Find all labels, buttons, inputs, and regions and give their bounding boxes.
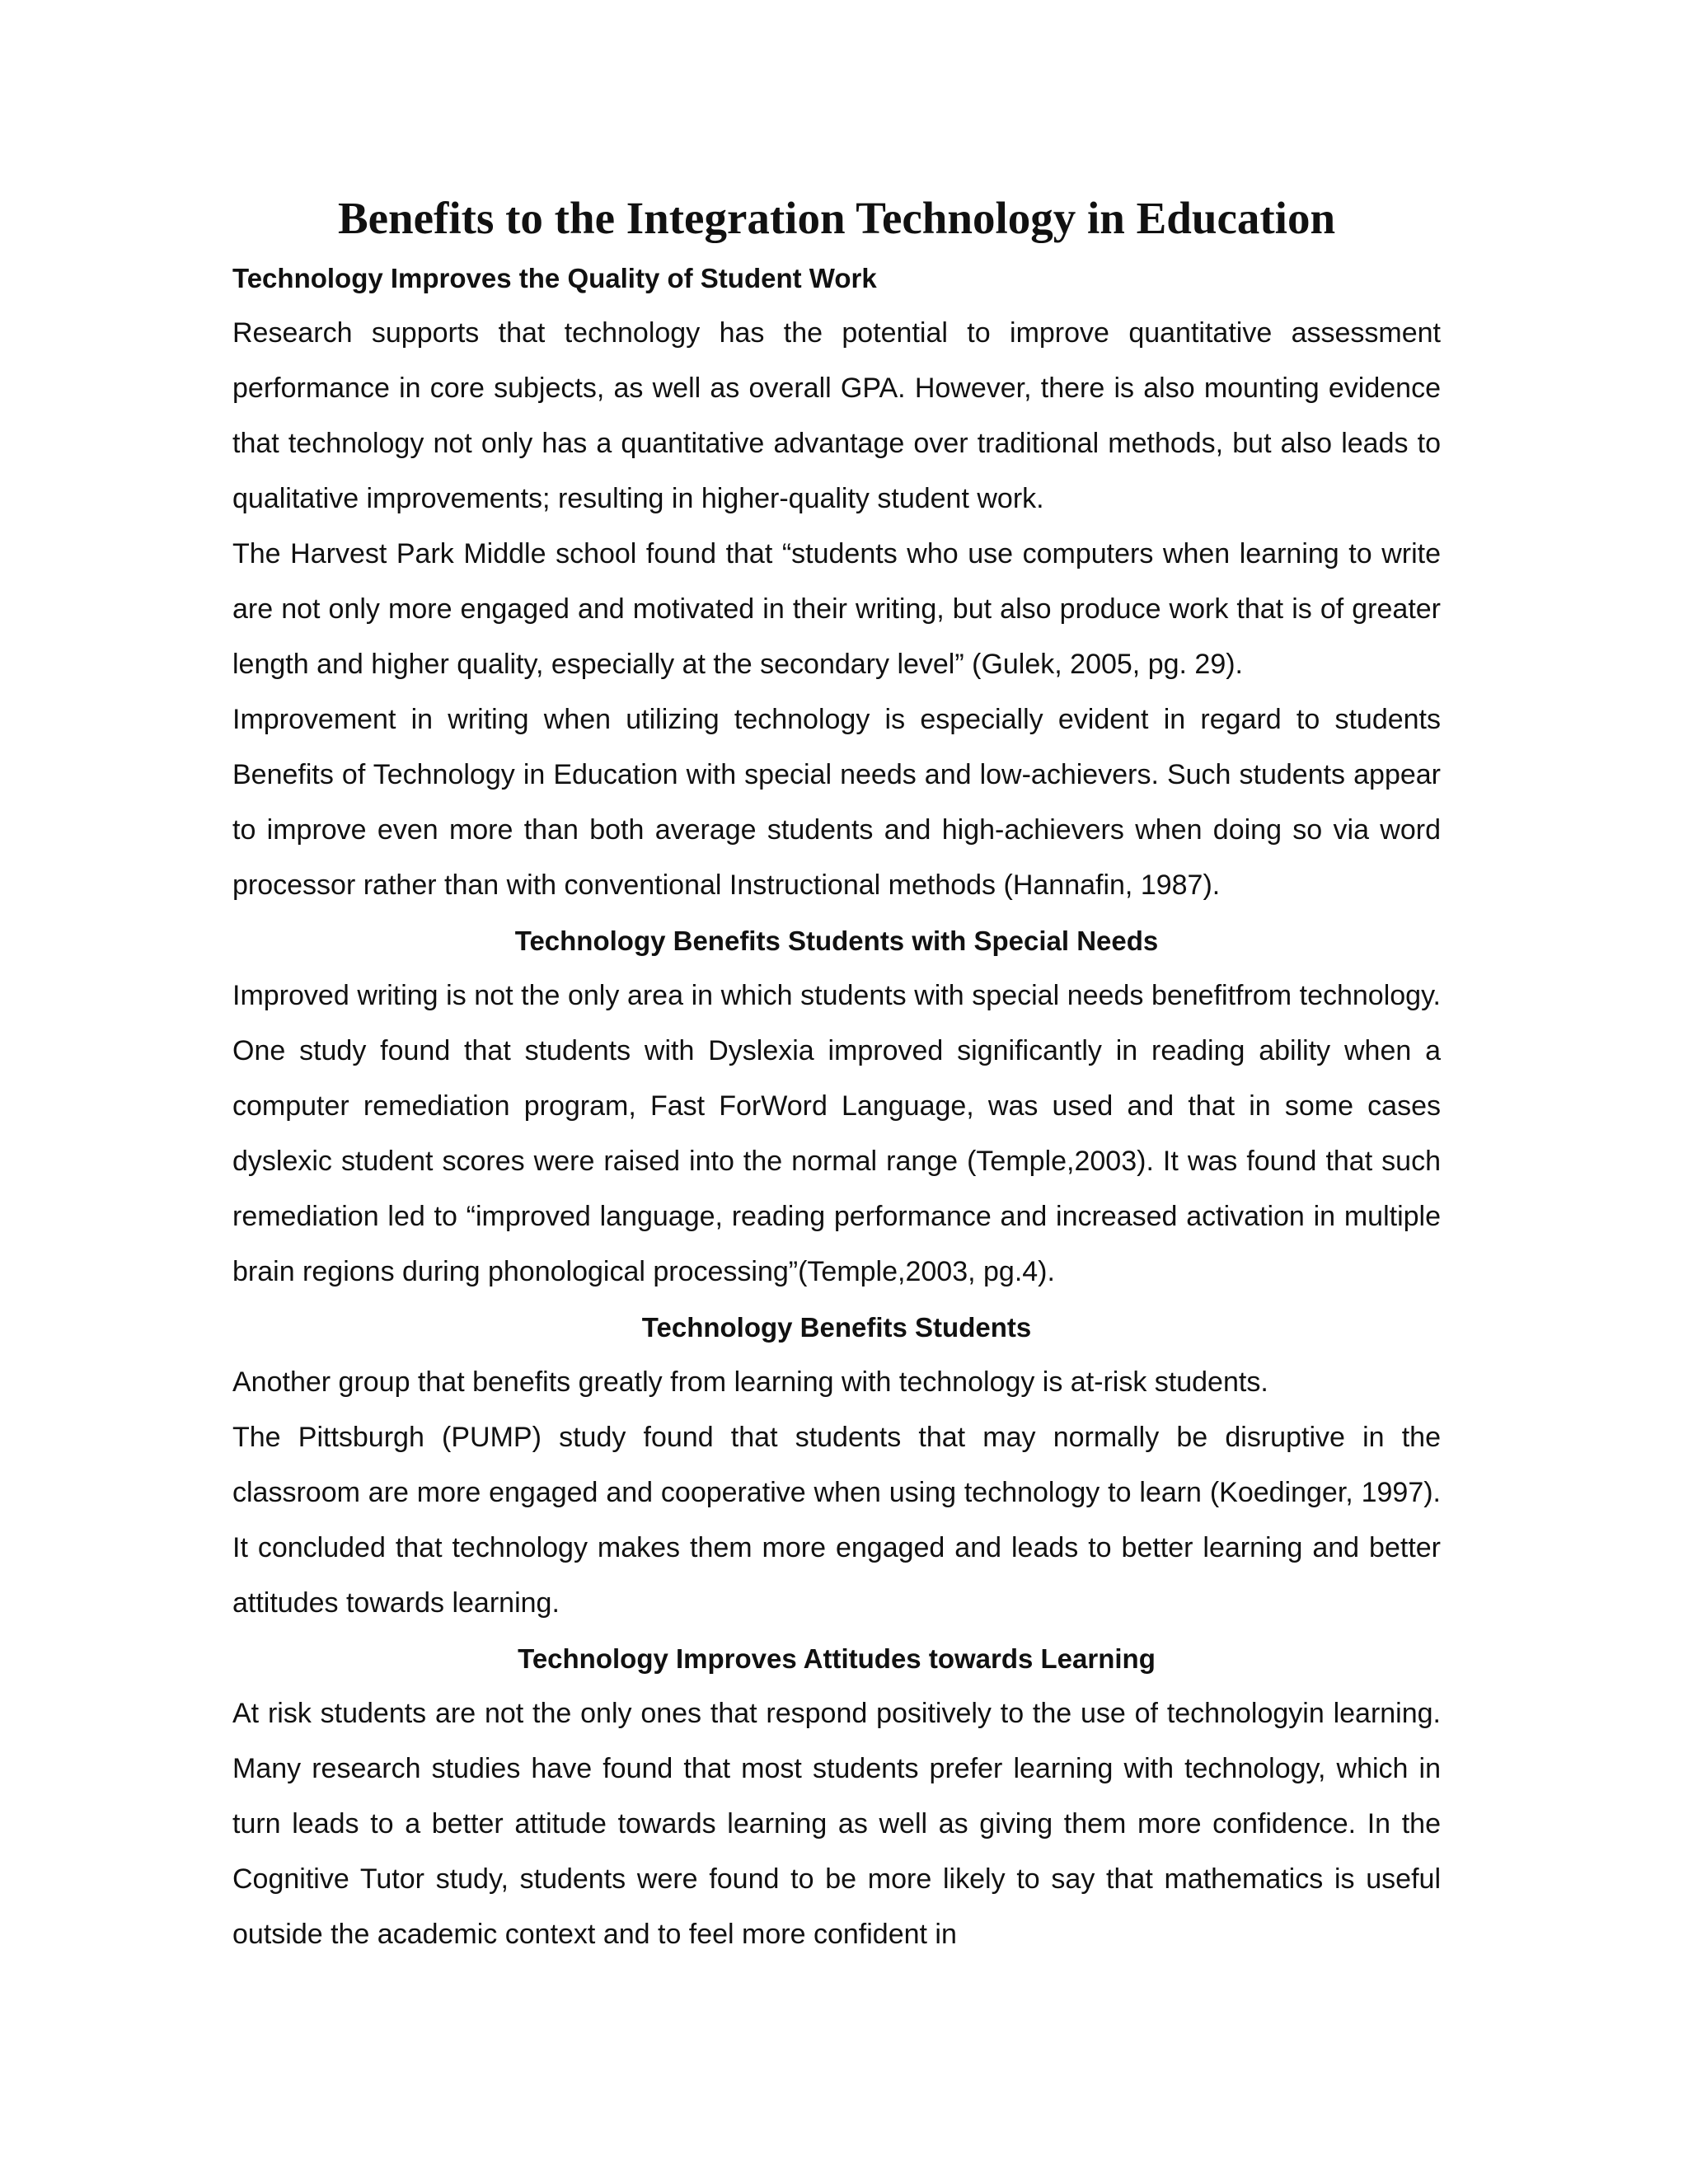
section-heading: Technology Improves Attitudes towards Learning — [518, 1643, 1156, 1674]
section-attitudes-learning — [232, 1631, 1441, 1962]
document-page — [232, 190, 1441, 1962]
paragraph: Research supports that technology has the potential to improve quantitative assessment performance in core subjects, as well as overall GPA. However, there is also mounting evidence that technology not only has a quantitative advantage over traditional methods, but also leads to qualitative improvements; resulting in higher-quality student work. — [232, 317, 1441, 514]
paragraph: The Pittsburgh (PUMP) study found that students that may normally be disruptive in the classroom are more engaged and cooperative when using technology to learn (Koedinger, 1997). It concluded that technology makes them more engaged and leads to better learning and better attitudes towards learning. — [232, 1422, 1441, 1619]
paragraph: At risk students are not the only ones that respond positively to the use of technologyin learning. Many research studies have found that most students prefer learning with technology, which in turn leads to a better attitude towards learning as well as giving them more confidence. In the Cognitive Tutor study, students were found to be more likely to say that mathematics is useful outside the academic context and to feel more confident in — [232, 1698, 1441, 1950]
document-title: Benefits to the Integration Technology in Education — [337, 193, 1336, 243]
section-benefits-students — [232, 1300, 1441, 1631]
section-heading: Technology Improves the Quality of Student Work — [232, 263, 877, 293]
section-quality-student-work — [232, 251, 1441, 913]
paragraph: Improvement in writing when utilizing technology is especially evident in regard to students Benefits of Technology in Education with special needs and low-achievers. Such students appear to improve even more than both average students and high-achievers when doing so via word processor rather than with conventional Instructional methods (Hannafin, 1987). — [232, 704, 1441, 901]
paragraph: The Harvest Park Middle school found that “students who use computers when learning to write are not only more engaged and motivated in their writing, but also produce work that is of greater length and higher quality, especially at the secondary level” (Gulek, 2005, pg. 29). — [232, 538, 1441, 680]
section-heading: Technology Benefits Students — [641, 1312, 1032, 1343]
paragraph: Another group that benefits greatly from learning with technology is at-risk students. — [232, 1366, 1268, 1398]
section-heading: Technology Benefits Students with Special Needs — [514, 926, 1159, 956]
paragraph: Improved writing is not the only area in which students with special needs benefitfrom technology. One study found that students with Dyslexia improved significantly in reading ability when a computer remediation program, Fast ForWord Language, was used and that in some cases dyslexic student scores were raised into the normal range (Temple,2003). It was found that such remediation led to “improved language, reading performance and increased activation in multiple brain regions during phonological processing”(Temple,2003, pg.4). — [232, 980, 1441, 1287]
section-special-needs — [232, 913, 1441, 1300]
